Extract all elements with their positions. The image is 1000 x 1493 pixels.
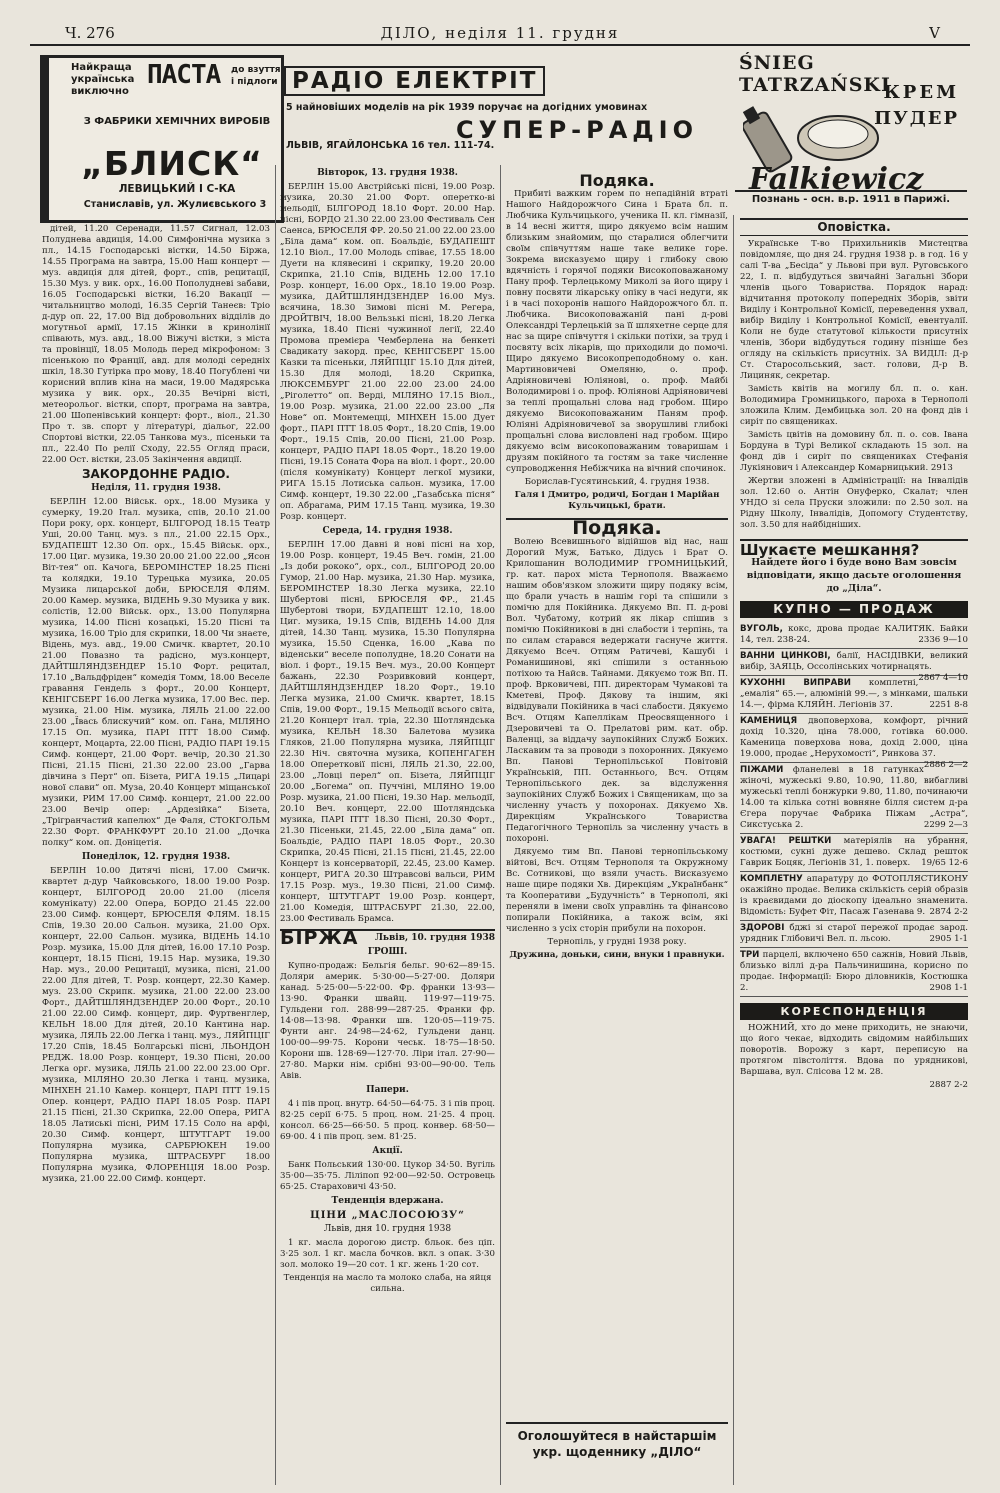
column-rule-3: [733, 215, 734, 1485]
classified-ad-code: 2886 2—2: [923, 760, 968, 770]
maslo-date: Львів, дня 10. грудня 1938: [323, 1224, 452, 1234]
falkiewicz-logo: Falkiewicz: [749, 162, 924, 197]
classified-ad: [740, 834, 968, 872]
classified-ad-text: парцелі, включено 650 сажнів, Новий Львів, близько віллі д-ра Пальчинишина, корисно по продає. Інформації: Бюро діловників, Костюшка 2.: [740, 950, 968, 993]
monday-heading: Понеділок, 12. грудня 1938.: [81, 852, 231, 862]
snieg-title: ŚNIEG TATRZAŃSKI: [739, 52, 891, 96]
opovistka-text: Українське Т-во Прихильників Мистецтва повідомляє, що дня 24. грудня 1938 р. в год. 16 у салі Т-ва „Бесіда“ у Львові при вул. Руговського 22, І. п. відбудуться звичайні Загальні Збори членів цього Товариства. Порядок нарад: відчитання протоколу попередніх Зборів, звіти Виділу і Контрольної Комісії, переведення ухвал, вибір Виділу і Контрольної Комісії, евентуалії. Коли не буде статутової кількости присутніх членів, Збори відбудуться годину пізніше без огляду на скількість присутніх. ЗА ВИДІЛ: Д-р Ст. Старосольський, заст. голови, Д-р В. Лициняк, секретар.: [740, 239, 968, 381]
classified-ad-head: ЗДОРОВІ: [740, 923, 785, 933]
korespondencia-code: 2887 2-2: [929, 1080, 968, 1090]
korespondencia-banner: КОРЕСПОНДЕНЦІЯ: [740, 1003, 968, 1020]
classified-ad-code: 2299 2—3: [923, 820, 968, 830]
radio-address: ЛЬВІВ, ЯГАЙЛОНСЬКА 16 тел. 111-74.: [286, 140, 495, 151]
blysk-line1b: українська: [71, 74, 135, 85]
radio-big: СУПЕР-РАДІО: [455, 116, 698, 144]
podyaka-2-text2: Дякуємо тим Вп. Панові тернопільському війтові, Всч. Отцям Тернополя та Окружному Вс. Сотникові, що взяли участь. Висказуємо наше щире подяки Хв. Дирекціям „Українбанк“ та Кооперативи „Будучність“ в Тернополі, які переняли в імени своїх управлінь та фінансово попирали Покійника, а також всім, які численно з усіх сторін прибули на похорон.: [506, 847, 728, 934]
column-1: [42, 224, 270, 1486]
column-2: [280, 165, 495, 1487]
blysk-brand: „БЛИСК“: [81, 144, 263, 183]
classified-ad-code: 2867 4—10: [918, 673, 968, 683]
snieg-krem: КРЕМ: [883, 82, 959, 103]
classified-ad-text: матеріялів на убрання, костюми, сукні дуже дешево. Склад решток Гаврик Боцяк, Легіонів 31, 1. поверх.: [740, 836, 968, 868]
blysk-owners: ЛЕВИЦЬКИЙ І С-КА: [118, 183, 236, 195]
classified-ad: [740, 921, 968, 948]
classified-ad-head: ВАННИ ЦИНКОВІ,: [740, 651, 831, 661]
tendencia: Тенденція вдержана.: [331, 1196, 444, 1206]
classified-ad-code: 19/65 12-6: [921, 858, 968, 868]
maslo-title: ЦІНИ „МАСЛОСОЮЗУ“: [310, 1210, 465, 1221]
tuesday-heading: Вівторок, 13. грудня 1938.: [317, 168, 458, 178]
akcii-text: Банк Польський 130·00. Цукор 34·50. Вугіль 35·00—35·75. Ліліпоп 92·00—92·50. Островець 65·25. Стараховичі 43·50.: [280, 1160, 495, 1192]
foreign-radio-title: ЗАКОРДОННЕ РАДІО.: [82, 467, 230, 481]
classified-ad: [740, 948, 968, 997]
snieg-puder: ПУДЕР: [874, 108, 959, 129]
donation-text-3: Жертви зложені в Адміністрації: на Інвалідів зол. 12.60 о. Антін Онуферко, Скалат; член УНДО зі села Пруски зложили: по 2.50 зол. на Рідну Школу, Інвалідів, Допомогу Студентству, зол. 3.50 для найбідніших.: [740, 476, 968, 530]
column-4: [740, 215, 968, 1487]
wednesday-heading: Середа, 14. грудня 1938.: [322, 526, 453, 536]
snieg-tatrzanski-ad: [735, 52, 967, 207]
groshi-heading: ГРОШІ.: [367, 947, 408, 957]
classified-ad-head: ВУГОЛЬ,: [740, 624, 783, 634]
classified-ad-head: КОМПЛЕТНУ: [740, 874, 803, 884]
podyaka-2-title: Подяка.: [572, 517, 662, 539]
classified-ad: [740, 763, 968, 834]
papery-heading: Папери.: [366, 1085, 409, 1095]
classified-ad: [740, 872, 968, 921]
radio-electrit-ad: [278, 60, 718, 158]
podyaka-1-place: Борислав-Гусятинський, 4. грудня 1938.: [524, 477, 710, 487]
podyaka-2-signature: Дружина, доньки, сини, внуки і правнуки.: [509, 950, 725, 960]
shukaete-heading: Шукаєте мешкання?: [740, 539, 968, 556]
birzha-date: Львів, 10. грудня 1938: [374, 933, 495, 943]
sunday-program: БЕРЛІН 12.00 Військ. орх., 18.00 Музика у сумерку, 19.20 Італ. музика, спів, 20.10 21.00 Пори року, орх. концерт, БІЛГОРОД 18.15 Театр Уші, 20.00 Танц. муз. з пл., 21.00 22.15 Орх., БУДАПЕШТ 12.30 Оп. орх., 15.45 Військ. орх., 17.00 Циг. музика, 19.30 20.00 21.00 22.00 „Ясон Віт-тея“ оп. Качога, БЕРОМІНСТЕР 18.25 Пісні та колядки, 19.10 Турецька музика, 20.05 Музика лицарської доби, БРЮСЕЛЯ ФЛЯМ. 20.00 Камер. музика, ВІДЕНЬ 9.30 Музика у вик. солістів, 12.00 Військ. орх., 13.00 Популярна музика, 14.00 Пісні козацькі, 15.20 Пісні та музика, 16.00 Тріо для скрипки, 18.00 Чи знаєте, Відень, муз. авд., 19.00 Смичк. квартет, 20.10 21.00 Повазно та радісно, муз.концерт, ДАЙТШЛЯНДЗЕНДЕР 15.10 Форт. рецитал, 17.10 „Вальдфріден“ комедія Томм, 18.00 Веселе гравання Гендель з форт., 20.00 Концерт, КЕНІГСБЕРГ 16.00 Легка музика, 17.00 Вес. пер. музика, 21.00 Нім. музика, ЛЯЛЬ 21.00 22.00 23.00 „Ївась блискучий“ ком. оп. Гана, МІЛЯНО 17.15 Оп. музика, ПАРІ ПТТ 18.00 Симф. концерт, Моцарта, 22.00 Пісні, РАДІО ПАРІ 19.15 Симф. концерт, 21.00 Форт. вечір, 20.30 21.30 Пісні, 21.15 Пісні, 21.30 22.00 23.00 „Гарва дівчина з Перт“ оп. Бізета, РИГА 19.15 „Лицарі нової слави“ оп. Муза, 20.40 Концерт міщанської музики, РИМ 17.00 Симф. концерт, 21.00 22.00 23.00 Вечір опер: „Ардезійка“ Бізета, „Трігранчастий капелюх“ Де Фаля, СТОКГОЛЬМ 22.30 Форт. ФРАНКФУРТ 20.10 21.00 „Дочка полку“ ком. оп. Доніцетія.: [42, 497, 270, 848]
opovistka-title: Оповістка.: [740, 218, 968, 236]
newspaper-title: ДІЛО, неділя 11. грудня: [380, 24, 620, 42]
donation-text-2: Замість цвітів на домовину бл. п. о. сов. Івана Бордуна в Турі Великої складають 15 зол. на фонд дів і сиріт по священиках Стефанія Лукіянович і Александер Комарницький. 2913: [740, 430, 968, 473]
monday-program: БЕРЛІН 10.00 Дитячі пісні, 17.00 Смичк. квартет д-дур Чайковського, 18.00 19.00 Розр. концерт, БІЛГОРОД 20.00 21.00 (ліселя комунікату) 22.00 Опера, БОРДО 21.45 22.00 23.00 Симф. концерт, БРЮСЕЛЯ ФЛЯМ. 18.15 Спів, 19.30 20.00 Сальон. музика, 21.00 Орх. концерт, 22.00 Сальон. музика, ВІДЕНЬ 14.10 Розр. музика, 15.00 Для дітей, 16.00 17.10 Розр. концерт, 18.15 Пісні, 19.15 Нар. музика, 19.30 Нар. муз., 20.00 Рецитації, музика, пісні, 21.00 22.00 Для дітей, Т. Розр. концерт, 22.30 Камер. муз. 23.00 Скрипк. музика, 21.00 22.00 23.00 Форт., ДАЙТШЛЯНДЗЕНДЕР 20.00 Форт., 20.10 21.00 22.00 Симф. концерт, дир. Фуртвенглер, КЕЛЬН 18.00 Для дітей, 20.10 Кантина нар. музика, ЛЯЛЬ 22.00 Легка і танц. муз., ЛЯЙПЦІГ 17.20 Спів, 18.45 Болгарські пісні, ЛЬОНДОН РЕДЖ. 18.00 Розр. концерт, 19.30 Пісні, 20.00 Легка орг. музика, ЛЯЛЬ 21.00 22.00 23.00 Орг. музика, МІЛЯНО 20.30 Легка і танц. музика, МІНХЕН 21.10 Камер. концерт, ПАРІ ПТТ 19.15 Опер. концерт, РАДІО ПАРІ 18.05 Розр. ПАРІ 21.15 Пісні, 21.30 Скрипка, 22.00 Опера, РИГА 18.05 Латиські пісні, РИМ 17.15 Соло на арфі, 20.30 Симф. концерт, ШТУТГАРТ 19.00 Популярна музика, САРБРЮКЕН 19.00 Популярна музика, ШТРАСБУРГ 18.00 Популярна музика, ФЛОРЕНЦІЯ 18.00 Розр. музика, 21.00 22.00 Симф. концерт.: [42, 866, 270, 1184]
page-header: [30, 22, 970, 46]
radio-program-text: дітей, 11.20 Серенади, 11.57 Сигнал, 12.03 Полуднева авдиція, 14.00 Симфонічна музика з пл., 14.15 Господарські вістки, 14.50 Біржа, 14.55 Програма на завтра, 15.00 Наш концерт — муз. авдиція для дітей, форт., спів, рецитації, 15.30 Муз. у вик. орх., 16.00 Пополудневі забави, 16.05 Господарські вістки, 16.20 Вакації — читальництво молоді, 16.35 Сергій Танеєв: Тріо д-дур оп. 22, 17.00 Від добровольних відділів до могутньої армії, 17.15 Жінки в кринолінії співають, муз. авд., 18.00 Віжучі вістки, з міста та провінції, 18.05 Молодь перед мікрофоном: З пісенькою по Франції, авд. для молоді середніх шкіл, 18.30 Гутірка про мову, 18.40 Погублені чи корисний вплив кіна на маси, 19.00 Мадярська музика у вик. орх., 20.35 Вечірні вісті, метеорольог. вістки, спорт, програма на завтра, 21.00 Шопенівський концерт: форт., віол., 21.30 Про т. зв. спорт у літературі, діальог, 22.00 Спортові вістки, 22.05 Танкова муз., пісеньки та пл., 22.40 По релії Сходу, 22.55 Огляд праси, 22.00 Ост. вістки, 23.05 Закінчення авдиції.: [42, 224, 270, 465]
classified-ad-text: бджі зі старої пережої продає зарод. урядник Глібовичі Вел. п. льсою.: [740, 923, 968, 944]
classified-ad-text: апаратуру до ФОТОПЛЯСТИКОНУ окажійно продає. Велика скількість серій образів із краєвидами до діоскопу ідеально знаменита. Відомість: Буфет Фіт, Пасаж Газенава 9.: [740, 874, 968, 917]
maslo-text: 1 кг. масла дорогою дистр. бльок. без ціп. 3·25 зол. 1 кг. масла бочков. вкл. з опак. 3·30 зол. молоко 19—20 сот. 1 кг. жень 1·20 сот.: [280, 1238, 495, 1270]
sunday-heading: Неділя, 11. грудня 1938.: [91, 483, 221, 493]
radio-line: 5 найновіших моделів на рік 1939 поручає на догідних умовинах: [286, 102, 648, 113]
page-corner-mark: V: [929, 24, 940, 42]
page-number: Ч. 276: [65, 24, 115, 42]
classified-ad-code: 2874 2-2: [929, 907, 968, 917]
blysk-pasta: ПАСТА: [147, 60, 221, 90]
akcii-heading: Акції.: [372, 1146, 403, 1156]
column-3: [506, 172, 728, 1487]
column-rule-2: [500, 165, 501, 1485]
wednesday-program: БЕРЛІН 17.00 Давні й нові пісні на хор, 19.00 Розр. концерт, 19.45 Веч. гомін, 21.00 „Із доби рококо“, орх., сол., БІЛГОРОД 20.00 Гумор, 21.00 Нар. музика, 21.30 Нар. музика, БЕРОМІНСТЕР 18.30 Легка музика, 22.10 Шубертові пісні, БРЮСЕЛЯ ФР., 21.45 Шубертові твори, БУДАПЕШТ 12.10, 18.00 Циг. музика, 19.15 Спів, ВІДЕНЬ 14.00 Для дітей, 14.30 Танц. музика, 15.30 Популярна музика, 15.50 Сценка, 16.00 „Кава по віденськи“ веселе пополудне, 18.20 Сонати на віол. і форт., 19.15 Веч. муз., 20.00 Концерт бажань, 22.30 Розривковий концерт, ДАЙТШЛЯНДЗЕНДЕР 18.20 Форт., 19.10 Легка музика, 21.00 Смичк. квартет, 18.15 Спів, 19.00 Форт., 19.15 Мельодії всього світа, 21.20 Концерт італ. тріа, 22.30 Шотляндська музика, КЕЛЬН 18.30 Балетова музика Гляков, 21.00 Популярна музика, ЛЯЙПЦІГ 22.30 Ніч. святочна музика, КОПЕНГАГЕН 18.00 Оперетковії пісні, ЛЯЛЬ 21.30, 22.00, 23.00 „Ловці перел“ оп. Бізета, ЛЯЙПЦІГ 20.00 „Богема“ оп. Пуччіні, МІЛЯНО 19.00 Розр. музика, 21.00 Пісні, 19.30 Нар. мельодії, 20.10 Веч. концерт, 22.00 Шотляндська музика, ПАРІ ПТТ 18.30 Пісні, 20.30 Форт., 21.30 Пісеньки, 21.45, 22.00 „Біла дама“ оп. Боальдіє, РАДІО ПАРІ 18.05 Форт., 20.30 Скрипка, 20.45 Пісні, 21.15 Пісні, 21.45, 22.00 Концерт із консерваторії, 22.45, 23.00 Камер. концерт, РИГА 20.30 Штравсові вальси, РИМ 17.15 Розр. муз., 19.30 Пісні, 21.00 Симф. концерт, ШТУТГАРТ 19.00 Розр. концерт, 21.00 Комедія, ШТРАСБУРГ 21.30, 22.00, 23.00 Фестиваль Брамса.: [280, 540, 495, 924]
dilo-promo: [506, 1422, 728, 1460]
maslo-end: Тенденція на масло та молоко слаба, на яйця сильна.: [283, 1273, 492, 1294]
classified-ad-text: фланелеві в 18 гатунках жіночі, мужеські 9.80, 10.90, 11.80, вибагливі мужеські теплі бонжурки 9.80, 11.80, починаючи 14.00 та кілька сотні вовняне білля систем д-ра Єгера поручає Фабрика Піжам „Астра“, Сикстуська 2.: [740, 765, 968, 830]
classified-ad-text: двоповерхова, комфорт, річний дохід 10.320, ціна 78.000, готівка 60.000. Каменица поверхова нова, дохід 2.000, ціна 19.000, продає „Нерухомості“, Ринкова 37.: [740, 716, 968, 759]
blysk-right2: і підлоги: [231, 77, 278, 87]
classified-ad-head: КАМЕНИЦЯ: [740, 716, 798, 726]
groshi-text: Купно-продаж: Бельгія бельг. 90·62—89·15. Доляри америк. 5·30·00—5·27·00. Доляри канад. 5·25·00—5·22·00. Фр. франки 13·93—13·90. Франки швайц. 119·97—119·75. Гульдени гол. 288·99—287·25. Франки фр. 14·08—13·98. Франки шв. 120·05—119·75. Фунти анг. 24·98—24·62, Гульдени данц. 100·00—99·75. Корони чеськ. 18·75—18·50. Корони шв. 128·69—127·70. Ліри італ. 27·90—27·80. Марки нім. срібні 93·00—90·00. Тель Авів.: [280, 961, 495, 1081]
podyaka-1-signature: Галя і Дмитро, родичі, Богдан і Марійан Кульчицькі, брати.: [514, 490, 720, 511]
classified-ad-code: 2251 8-8: [929, 700, 968, 710]
classified-ad-head: ТРИ: [740, 950, 760, 960]
classified-ad: [740, 622, 968, 649]
podyaka-1-title: Подяка.: [579, 172, 655, 190]
radio-title: РАДІО ЕЛЕКТРІТ: [284, 66, 545, 96]
classified-ad-head: ПІЖАМИ: [740, 765, 784, 775]
papery-text: 4 і пів проц. внутр. 64·50—64·75. 3 і пів проц. 82·25 серії 6·75. 5 проц. ном. 21·25. 4 проц. консол. 66·25—66·50. 5 проц. конвер. 68·50—69·00. 4 і пів проц. зем. 81·25.: [280, 1099, 495, 1142]
podyaka-2-place: Тернопіль, у грудні 1938 року.: [547, 937, 687, 947]
tuesday-program: БЕРЛІН 15.00 Австрійські пісні, 19.00 Розр. музика, 20.30 21.00 Форт. оперетко-ві мельодії, БІЛГОРОД 18.10 Форт. 20.00 Нар. пісні, БОРДО 21.30 22.00 23.00 Фестиваль Сен Саенса, БРЮСЕЛЯ ФР. 20.50 21.00 22.00 23.00 „Біла дама“ ком. оп. Боальдіє, БУДАПЕШТ 12.10 Віол., 17.00 Молодь співає, 17.55 18.00 Дуети на клявесині і скрипку, 19.20 20.00 Скрипка, 21.10 Спів, ВІДЕНЬ 12.00 17.10 Розр. концерт, 16.00 Орх., 18.10 19.00 Розр. музика, ДАЙТШЛЯНДЗЕНДЕР 16.00 Муз. всячина, 18.30 Зимові пісні М. Регера, ДРОЙТВІЧ, 18.00 Вельзькі пісні, 18.20 Легка музика, 18.40 Пісні чужинної легії, 22.40 Промова премієра Чемберлена на бенкеті Свадикату закорд. прес, КЕНІГСБЕРГ 15.00 Казки та пісеньки, ЛЯЙПЦІГ 15.10 Для дітей, 15.30 Для молоді, 18.20 Скрипка, ЛЮКСЕМБУРГ 21.00 22.00 23.00 24.00 „Ріголетто“ оп. Верді, МІЛЯНО 17.15 Віол., 19.00 Розр. музика, 21.00 22.00 23.00 „Ля Нове“ оп. Монтемецці, МІНХЕН 15.00 Дует форт., ПАРІ ПТТ 18.05 Форт., 18.20 Спів, 19.00 Форт., 19.15 Спів, 20.00 Пісні, 21.00 Розр. концерт, РАДІО ПАРІ 18.05 Форт., 18.20 19.00 Пісні, 19.15 Соната Фора на віол. і форт., 20.00 (після комунікату) Концерт легкої музики, РИГА 15.15 Лотиська сальон. музика, 17.00 Симф. концерт, 19.30 22.00 „Газабська пісня“ оп. Абрагама, РИМ 17.15 Танц. музика, 19.30 Розр. концерт.: [280, 182, 495, 522]
blysk-line2: З ФАБРИКИ ХЕМІЧНИХ ВИРОБІВ: [83, 116, 271, 127]
dilo-promo-line2: укр. щоденнику „ДІЛО“: [532, 1445, 702, 1459]
classified-ad-code: 2336 9—10: [918, 635, 968, 645]
snieg-footer: Познань - осн. в.р. 1911 в Парижі.: [735, 190, 967, 205]
podyaka-2-text: Волею Всевишнього відійшов від нас, наш Дорогий Муж, Батько, Дідусь і Брат О. Крилошанин ВОЛОДИМИР ГРОМНИЦЬКИЙ, гр. кат. парох міста Тернополя. Вважаємо нашим обов'язком зложити щиру подяку всім, що брали участь в нашім горі та спішили з помічю для Покійника. Дякуємо Вп. П. д-рові Вол. Чубатому, котрий як лікар спішив з помічю Покійникові в дні слабости і терпінь, та по силам старався ведержати гаснуче життя. Дякуємо Всеч. Отцям Ратичеві, Кашубі і Романишинові, які спішили з останньою потіхою та Найсв. Тайнами. Дякуємо тож Вп. П. проф. Врковичеві, ПП. директорам Чумакові та Кметеві, Проф. Дякову та іншим, які відвідували Покійника в часі слабости. Дякуємо Всч. Отцям Капеллікам Преосвященного і Дзеровичеві та О. Прелатові рим. кат. обр. Валенці, за віддачу заупокійних Служб Божих. Ласкавим та за проводи з похоронних. Дякуємо Вп. Панові Тернопільської Повітовій Українській, ПП. Останнього, Всч. Отцям Тернопільського дек. за відслуження заупокійних Служб Божих і Священикам, що за численну участь у похоронах. Дякуємо Хв. Дирекціям Українського Товариства Педагогічного Тернопіль за численну участь в похороні.: [506, 537, 728, 844]
classified-ads-list: [740, 622, 968, 997]
classified-ad-text: балії, НАСІДІВКИ, великий вибір, ЗАЯЦЬ, Оссолінських чотирнацять.: [740, 651, 968, 672]
classified-ad-text: кокс, дрова продає КАЛИТЯК. Байки 14, тел. 238-24.: [740, 624, 968, 645]
blysk-address: Станиславів, ул. Жулиєвського 3: [83, 199, 267, 210]
shukaete-text: Найдете його і буде воно Вам зовсім відповідати, якщо дасьте оголошення до „Діла“.: [746, 557, 962, 594]
classified-ad-code: 2908 1-1: [929, 983, 968, 993]
classified-ad-head: УВАГА! РЕШТКИ: [740, 836, 832, 846]
blysk-line1c: виключно: [71, 86, 129, 97]
kupno-prodazh-banner: КУПНО — ПРОДАЖ: [740, 601, 968, 618]
dilo-promo-line1: Оголошуйтеся в найстаршім: [517, 1429, 717, 1443]
podyaka-1-text: Прибиті важким горем по непадійній втраті Нашого Найдорожчого Сина і Брата бл. п. Любчика Кульчицького, ученика ІІ. кл. гімназії, в 14 весні життя, щиро дякуємо всім нашим близьким знайомим, що старалися облегчити своїм співчуттям наше таке велике горе. Зокрема висказуємо щиру і глибоку свою вдячність і горячої подяки Високоповажаному Пану проф. Терлецькому Миколі за його щиру і повну посвяти лікарську опіку в часі недуги, як і в часі похоронів нашого Найдорожчого бл. п. Любчика. Високоповажаній пані д-рові Олександрі Терлецькій за її шляхетне серце для нас за щире співчуття і скільки потіхи, за труд і посвяту всіх лікарів, що приходили до помочі. Щиро дякуємо Високопреподобному о. кан. Мартиновичеві Омеляню, о. проф. Адріяновичеві Юліянові, о. проф. Майбі Володимирові і о. проф. Юліянові Адріяновичеві за теплі прощальні слова над гробом. Щиро дякуємо Високоповажаним Паням проф. Юліяні Адріяновичевої за зворушливі глибокі прощальні слова висловлені над гробом. Щиро дякуємо всім високоповажаним товаришам і друзям покійного та гостям за таке численне супроводження Небіжчика на вічний спочинок.: [506, 189, 728, 474]
donation-text-1: Замість квітів на могилу бл. п. о. кан. Володимира Громницького, пароха в Тернополі зложила Клим. Дембицька зол. 20 на фонд дів і сиріт по священиках.: [740, 384, 968, 427]
blysk-ad: [40, 55, 284, 223]
blysk-line1a: Найкраща: [71, 62, 132, 73]
korespondencia-text: НОЖНИЙ, хто до мене приходить, не знаючи, що його чекає, відходить свідомим найбільших поворотів. Ворожу з карт, переписую на протягом півстоліття. Вдова по урядникові, Варшава, вул. Слісова 12 м. 28.: [740, 1023, 968, 1077]
classified-ad-head: КУХОННІ ВИПРАВИ: [740, 678, 851, 688]
birzha-title: БІРЖА: [280, 927, 359, 949]
classified-ad-code: 2905 1-1: [929, 934, 968, 944]
blysk-right1: до взуття: [231, 65, 281, 75]
classified-ad-text: комплетні, „емалія“ 65.—, алюміній 99.—, з мінками, шальки 14.—, фірма КЛЯЙН. Легіонів 37.: [740, 678, 968, 710]
column-rule-1: [275, 165, 276, 1485]
